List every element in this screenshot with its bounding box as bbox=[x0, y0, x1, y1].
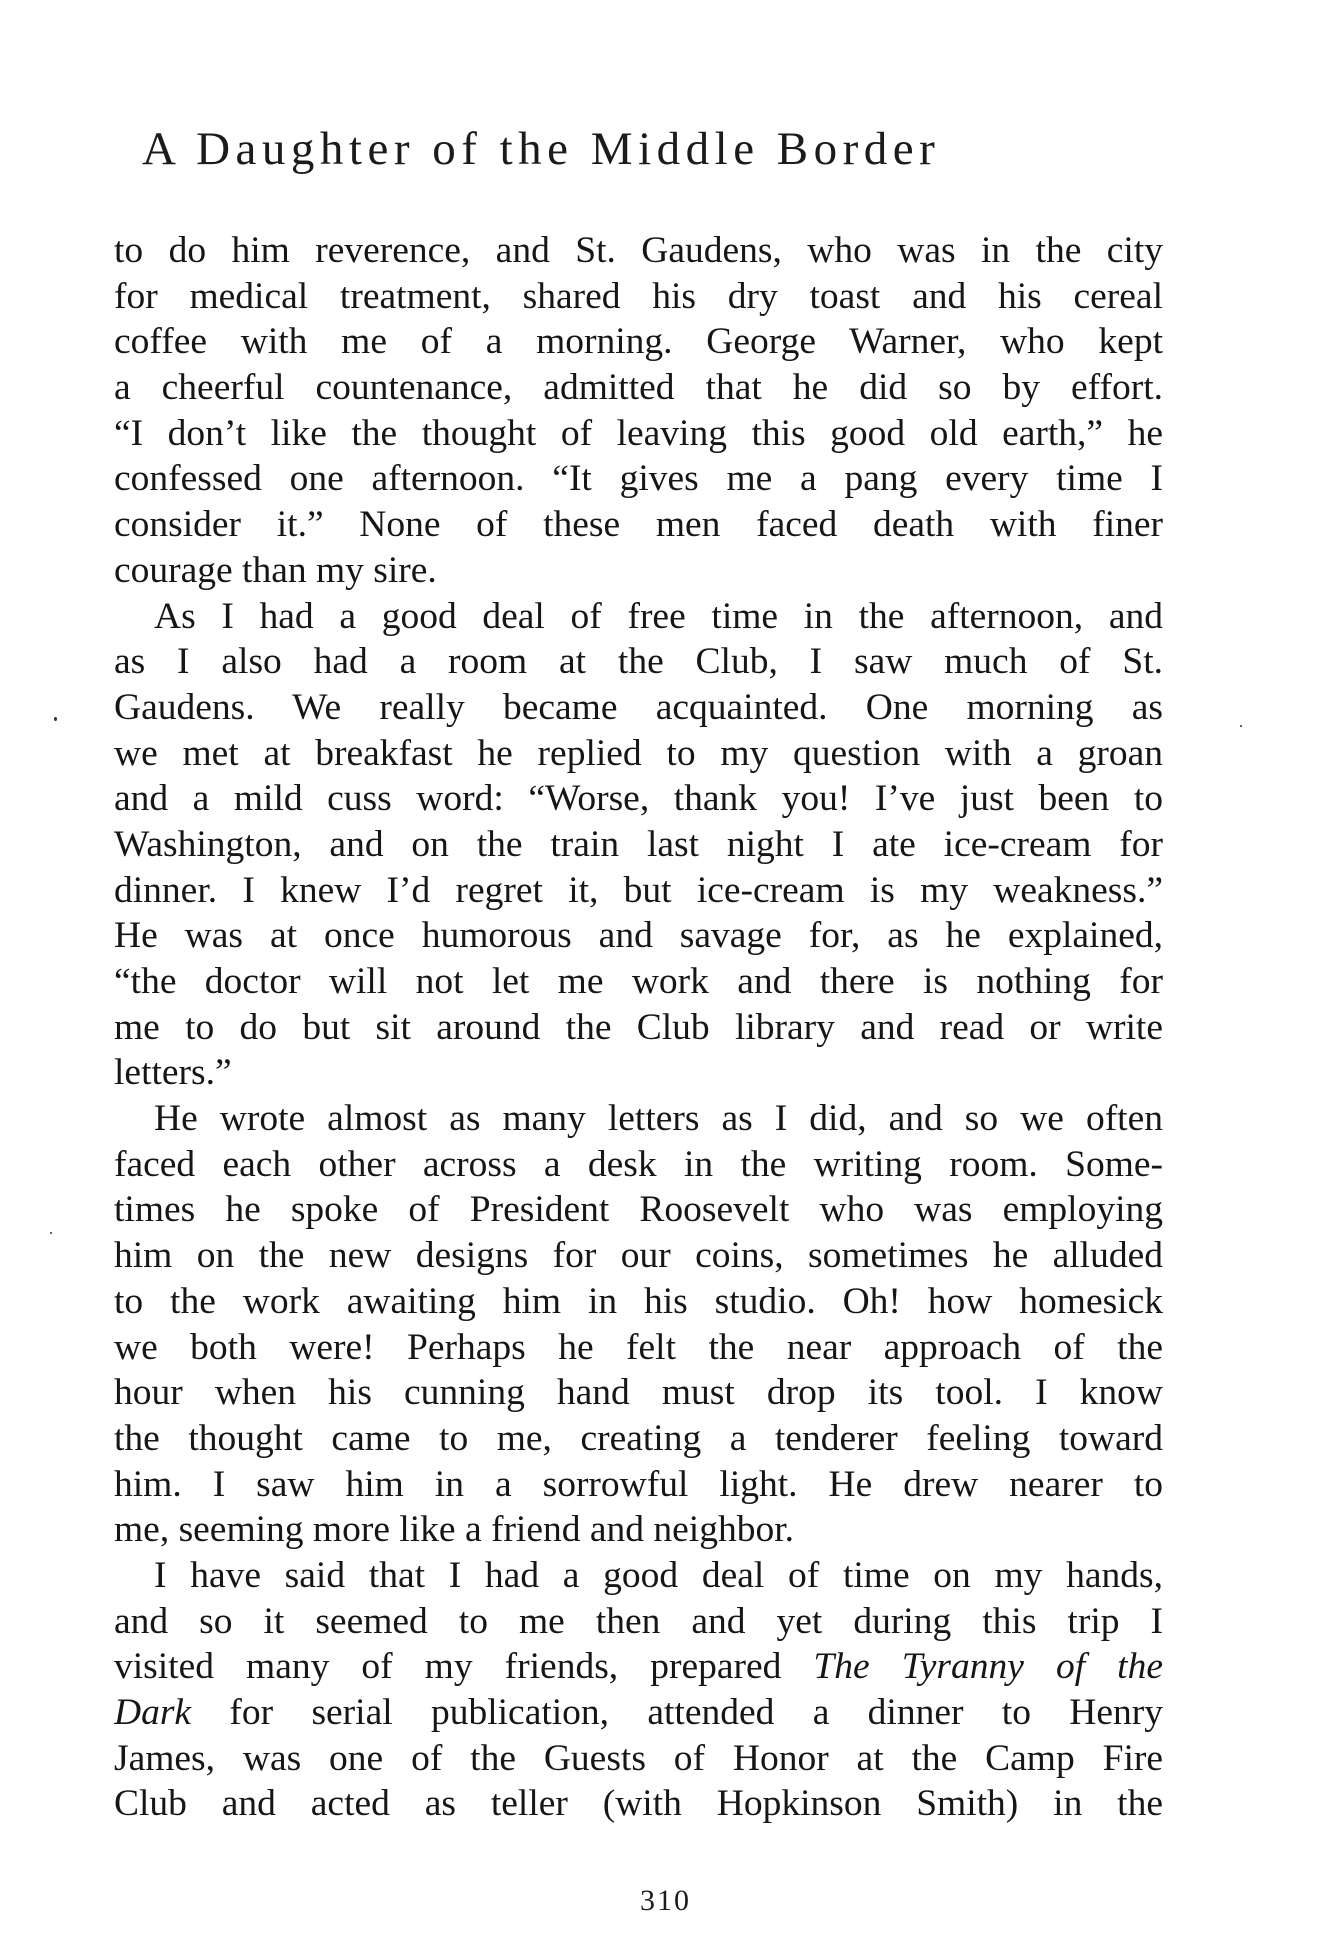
text-line: confessed one afternoon. “It gives me a pang every time I bbox=[114, 458, 1163, 500]
text-line: and so it seemed to me then and yet during this trip I bbox=[114, 1600, 1163, 1642]
text-line: coffee with me of a morning. George Warner, who kept bbox=[114, 321, 1163, 363]
text-line: we both were! Perhaps he felt the near approach of the bbox=[114, 1326, 1163, 1368]
text-line: consider it.” None of these men faced death with finer bbox=[114, 504, 1163, 546]
text-line: dinner. I knew I’d regret it, but ice-cream is my weakness.” bbox=[114, 869, 1163, 911]
text-line: hour when his cunning hand must drop its tool. I know bbox=[114, 1372, 1163, 1414]
text-line: faced each other across a desk in the writing room. Some- bbox=[114, 1143, 1163, 1185]
text-line bbox=[114, 1644, 1163, 1690]
text-line: me to do but sit around the Club library and read or write bbox=[114, 1006, 1163, 1048]
text-line: Washington, and on the train last night I ate ice-cream for bbox=[114, 823, 1163, 865]
running-title: A Daughter of the Middle Border bbox=[142, 123, 941, 175]
book-title-italic: Dark bbox=[114, 1692, 192, 1733]
text-line bbox=[114, 1690, 1163, 1736]
text-line: him on the new designs for our coins, sometimes he alluded bbox=[114, 1235, 1163, 1277]
paragraph-4 bbox=[114, 1553, 1163, 1827]
text-line: Club and acted as teller (with Hopkinson Smith) in the bbox=[114, 1783, 1163, 1825]
text-line: letters.” bbox=[114, 1052, 232, 1094]
text-line: we met at breakfast he replied to my question with a groan bbox=[114, 732, 1163, 774]
paragraph-3 bbox=[114, 1096, 1163, 1553]
text-line: as I also had a room at the Club, I saw much of St. bbox=[114, 641, 1163, 683]
text-line: He was at once humorous and savage for, as he explained, bbox=[114, 915, 1163, 957]
text-line: Gaudens. We really became acquainted. One morning as bbox=[114, 686, 1163, 728]
text-line: courage than my sire. bbox=[114, 549, 437, 591]
page-number: 310 bbox=[640, 1884, 691, 1917]
text-line: He wrote almost as many letters as I did, and so we often bbox=[154, 1098, 1163, 1140]
body-text bbox=[114, 228, 1163, 1827]
text-line: for medical treatment, shared his dry toast and his cereal bbox=[114, 275, 1163, 317]
text-fragment: for serial publication, attended a dinner to Henry bbox=[191, 1692, 1163, 1733]
text-line: James, was one of the Guests of Honor at the Camp Fire bbox=[114, 1737, 1163, 1779]
text-line: to do him reverence, and St. Gaudens, who was in the city bbox=[114, 230, 1163, 271]
text-line: I have said that I had a good deal of time on my hands, bbox=[154, 1554, 1163, 1596]
text-line: and a mild cuss word: “Worse, thank you! I’ve just been to bbox=[114, 778, 1163, 820]
paragraph-1 bbox=[114, 228, 1163, 594]
text-line: a cheerful countenance, admitted that he did so by effort. bbox=[114, 367, 1163, 409]
text-line: me, seeming more like a friend and neighbor. bbox=[114, 1509, 794, 1551]
text-line: As I had a good deal of free time in the afternoon, and bbox=[154, 595, 1163, 637]
scan-speck bbox=[1240, 725, 1242, 727]
text-line: him. I saw him in a sorrowful light. He drew nearer to bbox=[114, 1463, 1163, 1505]
text-line: the thought came to me, creating a tenderer feeling toward bbox=[114, 1417, 1163, 1459]
book-title-italic: The Tyranny of the bbox=[813, 1646, 1163, 1688]
text-line: “I don’t like the thought of leaving this good old earth,” he bbox=[114, 412, 1163, 454]
text-fragment: visited many of my friends, prepared bbox=[114, 1646, 814, 1688]
text-line: “the doctor will not let me work and there is nothing for bbox=[114, 961, 1163, 1002]
paragraph-2 bbox=[114, 594, 1163, 1097]
scan-speck bbox=[54, 717, 57, 721]
text-line: to the work awaiting him in his studio. Oh! how homesick bbox=[114, 1280, 1163, 1322]
text-line: times he spoke of President Roosevelt who was employing bbox=[114, 1189, 1163, 1231]
scan-speck bbox=[50, 1232, 52, 1234]
